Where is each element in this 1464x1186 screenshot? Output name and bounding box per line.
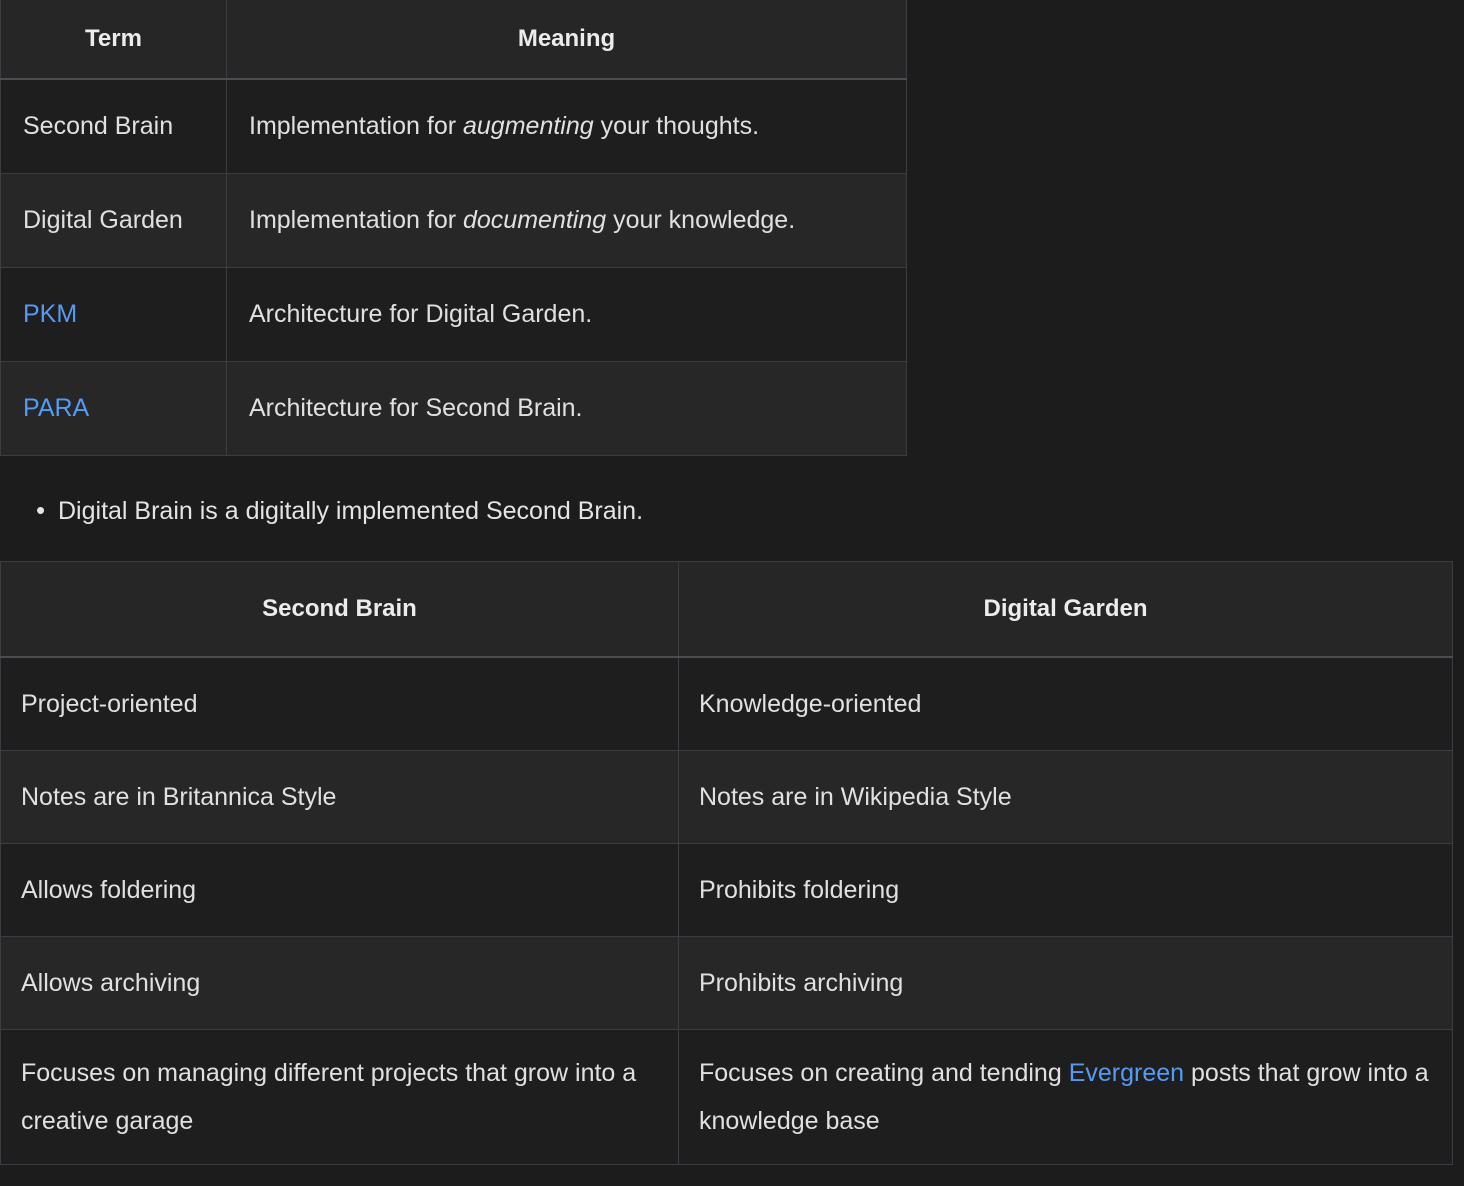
digital-garden-cell: Prohibits archiving (679, 937, 1453, 1030)
cell-text-pre: Focuses on creating and tending (699, 1059, 1069, 1087)
table-row (1, 657, 1453, 751)
second-brain-cell: Notes are in Britannica Style (1, 751, 679, 844)
term-cell (1, 362, 227, 456)
second-brain-cell: Project-oriented (1, 657, 679, 751)
meaning-emphasis: augmenting (463, 112, 594, 140)
terms-table (0, 0, 907, 456)
digital-garden-cell (679, 1030, 1453, 1165)
term-cell: Second Brain (1, 79, 227, 174)
table-row (1, 268, 907, 362)
meaning-text-post: your thoughts. (593, 112, 760, 140)
meaning-text-pre: Implementation for (249, 206, 463, 234)
second-brain-cell: Focuses on managing different projects that grow into a creative garage (1, 1030, 679, 1165)
comparison-table (0, 561, 1453, 1165)
term-cell: Digital Garden (1, 174, 227, 268)
terms-table-header-meaning: Meaning (227, 0, 907, 79)
comparison-table-head (1, 562, 1453, 658)
meaning-text-pre: Implementation for (249, 112, 463, 140)
terms-table-head (1, 0, 907, 79)
meaning-cell (227, 174, 907, 268)
term-link-pkm[interactable]: PKM (23, 300, 78, 328)
terms-table-header-term: Term (1, 0, 227, 79)
comparison-table-body (1, 657, 1453, 1165)
second-brain-cell: Allows archiving (1, 937, 679, 1030)
table-row (1, 844, 1453, 937)
meaning-emphasis: documenting (463, 206, 607, 234)
table-row (1, 937, 1453, 1030)
term-link-para[interactable]: PARA (23, 394, 90, 422)
table-row (1, 751, 1453, 844)
meaning-cell (227, 79, 907, 174)
comparison-header-second-brain: Second Brain (1, 562, 679, 658)
second-brain-cell: Allows foldering (1, 844, 679, 937)
table-row (1, 79, 907, 174)
bullet-list (0, 494, 1464, 528)
meaning-cell: Architecture for Second Brain. (227, 362, 907, 456)
table-row (1, 1030, 1453, 1165)
digital-garden-cell: Prohibits foldering (679, 844, 1453, 937)
list-item: • Digital Brain is a digitally implemented Second Brain. (36, 494, 1464, 528)
table-row (1, 174, 907, 268)
digital-garden-cell: Notes are in Wikipedia Style (679, 751, 1453, 844)
table-row (1, 362, 907, 456)
term-cell (1, 268, 227, 362)
comparison-header-digital-garden: Digital Garden (679, 562, 1453, 658)
meaning-cell: Architecture for Digital Garden. (227, 268, 907, 362)
cell-text-post: posts that grow into a knowledge base (699, 1059, 1429, 1135)
table-header-row (1, 562, 1453, 658)
meaning-text-post: your knowledge. (606, 206, 796, 234)
evergreen-link[interactable]: Evergreen (1068, 1059, 1185, 1087)
terms-table-body (1, 79, 907, 456)
digital-garden-cell: Knowledge-oriented (679, 657, 1453, 751)
table-header-row (1, 0, 907, 79)
